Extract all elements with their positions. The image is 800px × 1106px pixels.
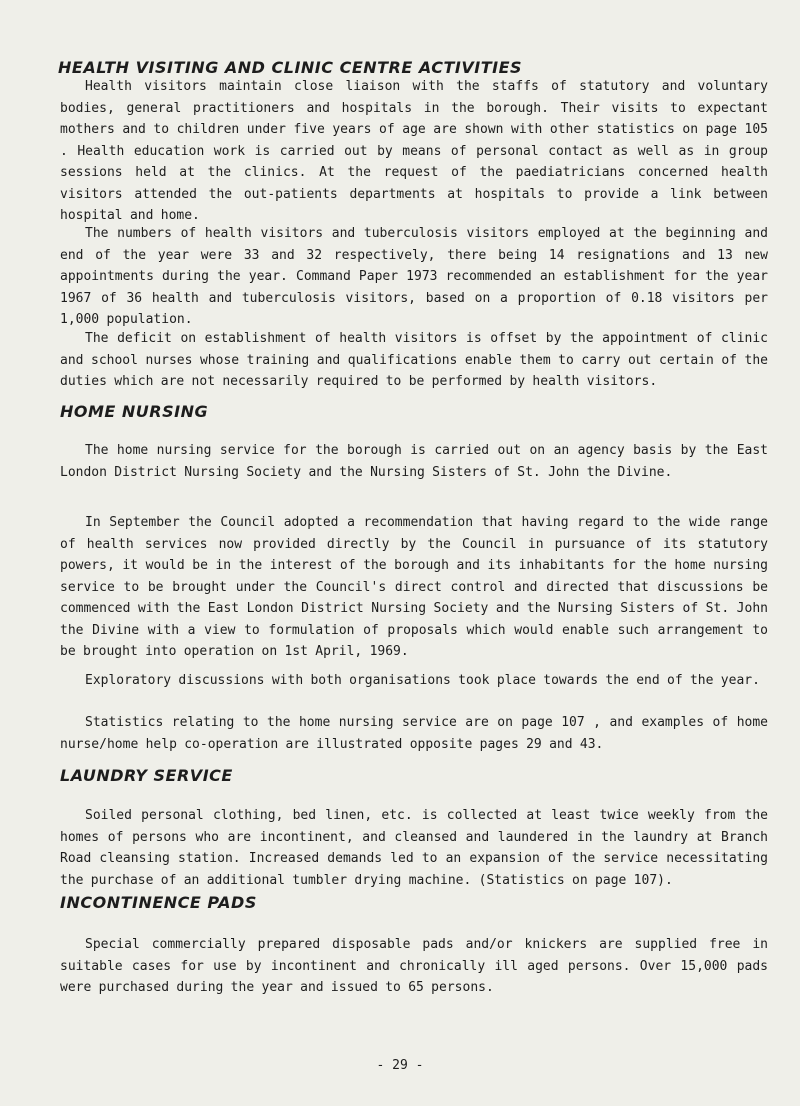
paragraph-home-nursing-agency: The home nursing service for the borough is carried out on an agency basis by the East London District Nursing Society and the Nursing Sisters of St. John the Divine. bbox=[60, 443, 768, 480]
paragraph-exploratory-discussions: Exploratory discussions with both organisations took place towards the end of the year. bbox=[85, 673, 760, 688]
paragraph-health-visitor-numbers: The numbers of health visitors and tuberculosis visitors employed at the beginning and end of the year were 33 and 32 respectively, there being 14 resignations and 13 new appointments during the year. Command Paper 1973 recommended an establishment for the year 1967 of 36 health and tuberculosis visitors, based on a proportion of 0.18 visitors per 1,000 population. bbox=[60, 226, 768, 327]
paragraph-incontinence-pads: Special commercially prepared disposable pads and/or knickers are supplied free in suitable cases for use by incontinent and chronically ill aged persons. Over 15,000 pads were purchased during the year and issued to 65 persons. bbox=[60, 937, 768, 995]
heading-laundry-service: LAUNDRY SERVICE bbox=[60, 766, 233, 785]
paragraph-health-visitors-liaison: Health visitors maintain close liaison with the staffs of statutory and voluntary bodies, general practitioners and hospitals in the borough. Their visits to expectant mothers and to children under five years of age are shown with other statistics on page 105 . Health education work is carried out by means of personal contact as well as in group sessions held at the clinics. At the request of the paediatricians concerned health visitors attended the out-patients departments at hospitals to provide a link between hospital and home. bbox=[60, 79, 768, 223]
paragraph-council-recommendation: In September the Council adopted a recommendation that having regard to the wide range of health services now provided directly by the Council in pursuance of its statutory powers, it would be in the interest of the borough and its inhabitants for the home nursing service to be brought under the Council's direct control and directed that discussions be commenced with the East London District Nursing Society and the Nursing Sisters of St. John the Divine with a view to formulation of proposals which would enable such arrangement to be brought into operation on 1st April, 1969. bbox=[60, 515, 768, 659]
paragraph-laundry-service: Soiled personal clothing, bed linen, etc. is collected at least twice weekly from the homes of persons who are incontinent, and cleansed and laundered in the laundry at Branch Road cleansing station. Increased demands led to an expansion of the service necessitating the purchase of an additional tumbler drying machine. (Statistics on page 107). bbox=[60, 808, 768, 888]
heading-incontinence-pads: INCONTINENCE PADS bbox=[60, 893, 257, 912]
page-number: - 29 - bbox=[376, 1058, 424, 1073]
paragraph-home-nursing-statistics: Statistics relating to the home nursing service are on page 107 , and examples of home nurse/home help co-operation are illustrated opposite pages 29 and 43. bbox=[60, 715, 768, 752]
paragraph-establishment-deficit: The deficit on establishment of health visitors is offset by the appointment of clinic and school nurses whose training and qualifications enable them to carry out certain of the duties which are not necessarily required to be performed by health visitors. bbox=[60, 331, 768, 389]
heading-home-nursing: HOME NURSING bbox=[60, 402, 209, 421]
heading-health-visiting: HEALTH VISITING AND CLINIC CENTRE ACTIVITIES bbox=[58, 58, 523, 77]
